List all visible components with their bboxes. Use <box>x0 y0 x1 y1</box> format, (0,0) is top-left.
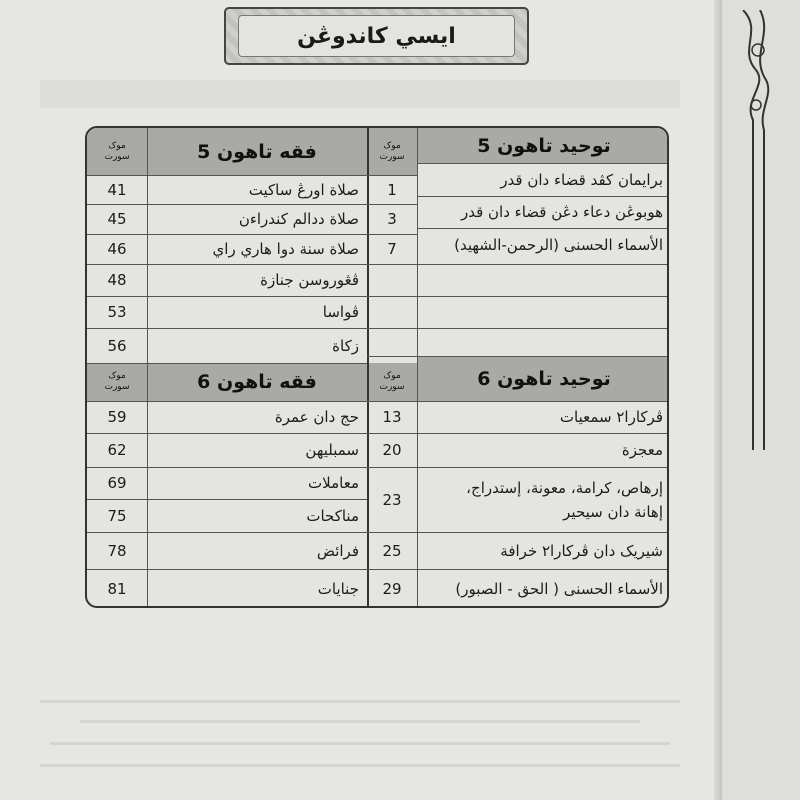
grid-hline <box>87 433 367 434</box>
page-header-line1: موک <box>108 140 126 151</box>
tauhid5-heading: توحيد تاهون 5 <box>477 134 611 157</box>
grid-hline <box>367 204 417 205</box>
grid-vline <box>417 128 418 608</box>
tauhid6-heading: توحيد تاهون 6 <box>477 367 611 390</box>
table-row-topic: الأسماء الحسنى ( الحق - الصبور) <box>455 579 663 598</box>
table-row-page: 45 <box>107 210 127 228</box>
ornamental-border <box>738 10 778 450</box>
table-row-topic: مناکحات <box>306 506 359 525</box>
table-row-topic: زکاة <box>332 336 359 355</box>
grid-hline <box>367 433 669 434</box>
grid-hline <box>87 569 367 570</box>
table-row-page: 53 <box>107 303 127 321</box>
page-title: ايسي كاندوڠن <box>297 23 456 49</box>
table-row-topic: ڤڠوروسن جنازة <box>260 271 359 289</box>
page-edge <box>714 0 722 800</box>
table-row-page: 69 <box>107 474 127 492</box>
table-row-page: 48 <box>107 271 127 289</box>
grid-hline <box>87 467 367 468</box>
fiqh5-page-header <box>87 128 147 175</box>
table-row-page: 25 <box>382 541 402 560</box>
table-row-page: 62 <box>107 441 127 459</box>
table-row-topic: الأسماء الحسنى (الرحمن-الشهيد) <box>454 235 663 254</box>
grid-hline <box>87 234 367 235</box>
grid-hline <box>367 356 669 357</box>
table-row-page: 81 <box>107 579 127 598</box>
grid-hline <box>367 328 669 329</box>
contents-table <box>85 126 669 608</box>
fiqh6-page-header <box>87 363 147 401</box>
grid-hline <box>417 163 669 164</box>
grid-hline <box>87 264 367 265</box>
page-header-line2: سورت <box>104 151 130 162</box>
table-row-topic: صلاة سنة دوا هاري راي <box>212 240 359 258</box>
grid-hline <box>87 532 367 533</box>
grid-hline <box>87 204 367 205</box>
title-plate <box>224 7 529 65</box>
faint-bleed-text <box>40 690 680 780</box>
table-row-topic: معاملات <box>308 474 359 492</box>
page-header-line2: سورت <box>379 382 405 392</box>
page-header-line1: موک <box>108 371 126 381</box>
grid-hline <box>87 401 367 402</box>
grid-hline <box>367 264 669 265</box>
table-row-page: 13 <box>382 408 402 426</box>
fiqh6-heading: فقه تاهون 6 <box>197 371 317 393</box>
table-row-topic: هوبوڠن دعاء دڠن قضاء دان قدر <box>460 203 663 221</box>
page-header-line1: موک <box>383 140 401 151</box>
table-row-page: 29 <box>382 579 402 598</box>
table-row-topic <box>417 467 669 532</box>
fiqh6-heading-cell <box>147 363 367 401</box>
grid-hline <box>417 196 669 197</box>
faint-bleed-band <box>40 80 680 108</box>
grid-vline <box>147 128 148 608</box>
grid-hline <box>367 532 669 533</box>
grid-hline <box>87 328 367 329</box>
table-row-topic: حج دان عمرة <box>274 408 359 426</box>
table-row-topic: سمبليهن <box>305 441 359 459</box>
table-row-page: 56 <box>107 336 127 355</box>
table-row-page: 75 <box>107 506 127 525</box>
table-row-page: 78 <box>107 541 127 560</box>
table-row-page: 41 <box>107 180 127 199</box>
page-header-line1: موک <box>383 371 401 381</box>
table-row-page: 7 <box>387 240 397 258</box>
table-row-topic: صلاة ددالم کندراءن <box>238 210 359 228</box>
fiqh5-heading: فقه تاهون 5 <box>197 140 317 163</box>
table-row-page: 46 <box>107 240 127 258</box>
grid-hline <box>367 569 669 570</box>
grid-hline <box>367 401 669 402</box>
fiqh5-heading-cell <box>147 128 367 175</box>
topic-line-2: إهانة دان سيحير <box>563 502 663 521</box>
table-row-page: 3 <box>387 210 397 228</box>
table-row-topic: برايمان کڤد قضاء دان قدر <box>500 170 663 189</box>
table-row-topic: صلاة اورڠ ساکيت <box>248 180 359 199</box>
tauhid6-heading-cell <box>417 356 669 401</box>
grid-hline <box>87 363 367 364</box>
grid-hline <box>367 175 417 176</box>
table-row-topic: ڤرکارا۲ سمعيات <box>559 408 663 426</box>
tauhid5-heading-cell <box>417 128 669 163</box>
table-row-topic: معجزة <box>621 441 663 459</box>
title-inner <box>238 15 515 57</box>
grid-hline <box>87 499 367 500</box>
tauhid6-page-header <box>367 363 417 401</box>
table-row-topic: ڤواسا <box>322 303 359 321</box>
table-row-topic: فرائض <box>316 541 359 560</box>
page-header-line2: سورت <box>379 151 405 162</box>
grid-hline <box>367 296 669 297</box>
tauhid5-page-header <box>367 128 417 175</box>
grid-hline <box>87 175 367 176</box>
table-row-topic: شيريک دان ڤرکارا۲ خرافة <box>500 541 663 560</box>
grid-hline <box>417 228 669 229</box>
adjacent-page <box>722 0 800 800</box>
grid-hline <box>87 296 367 297</box>
table-row-page: 59 <box>107 408 127 426</box>
grid-vline-center <box>367 128 369 608</box>
grid-hline <box>367 467 669 468</box>
table-row-page: 20 <box>382 441 402 459</box>
grid-hline <box>367 234 417 235</box>
table-row-topic: جنايات <box>317 579 359 598</box>
table-row-page: 23 <box>382 490 402 509</box>
table-row-page: 1 <box>387 180 397 199</box>
topic-line-1: إرهاص، کرامة، معونة، إستدراج، <box>466 478 663 497</box>
page-header-line2: سورت <box>104 382 130 392</box>
